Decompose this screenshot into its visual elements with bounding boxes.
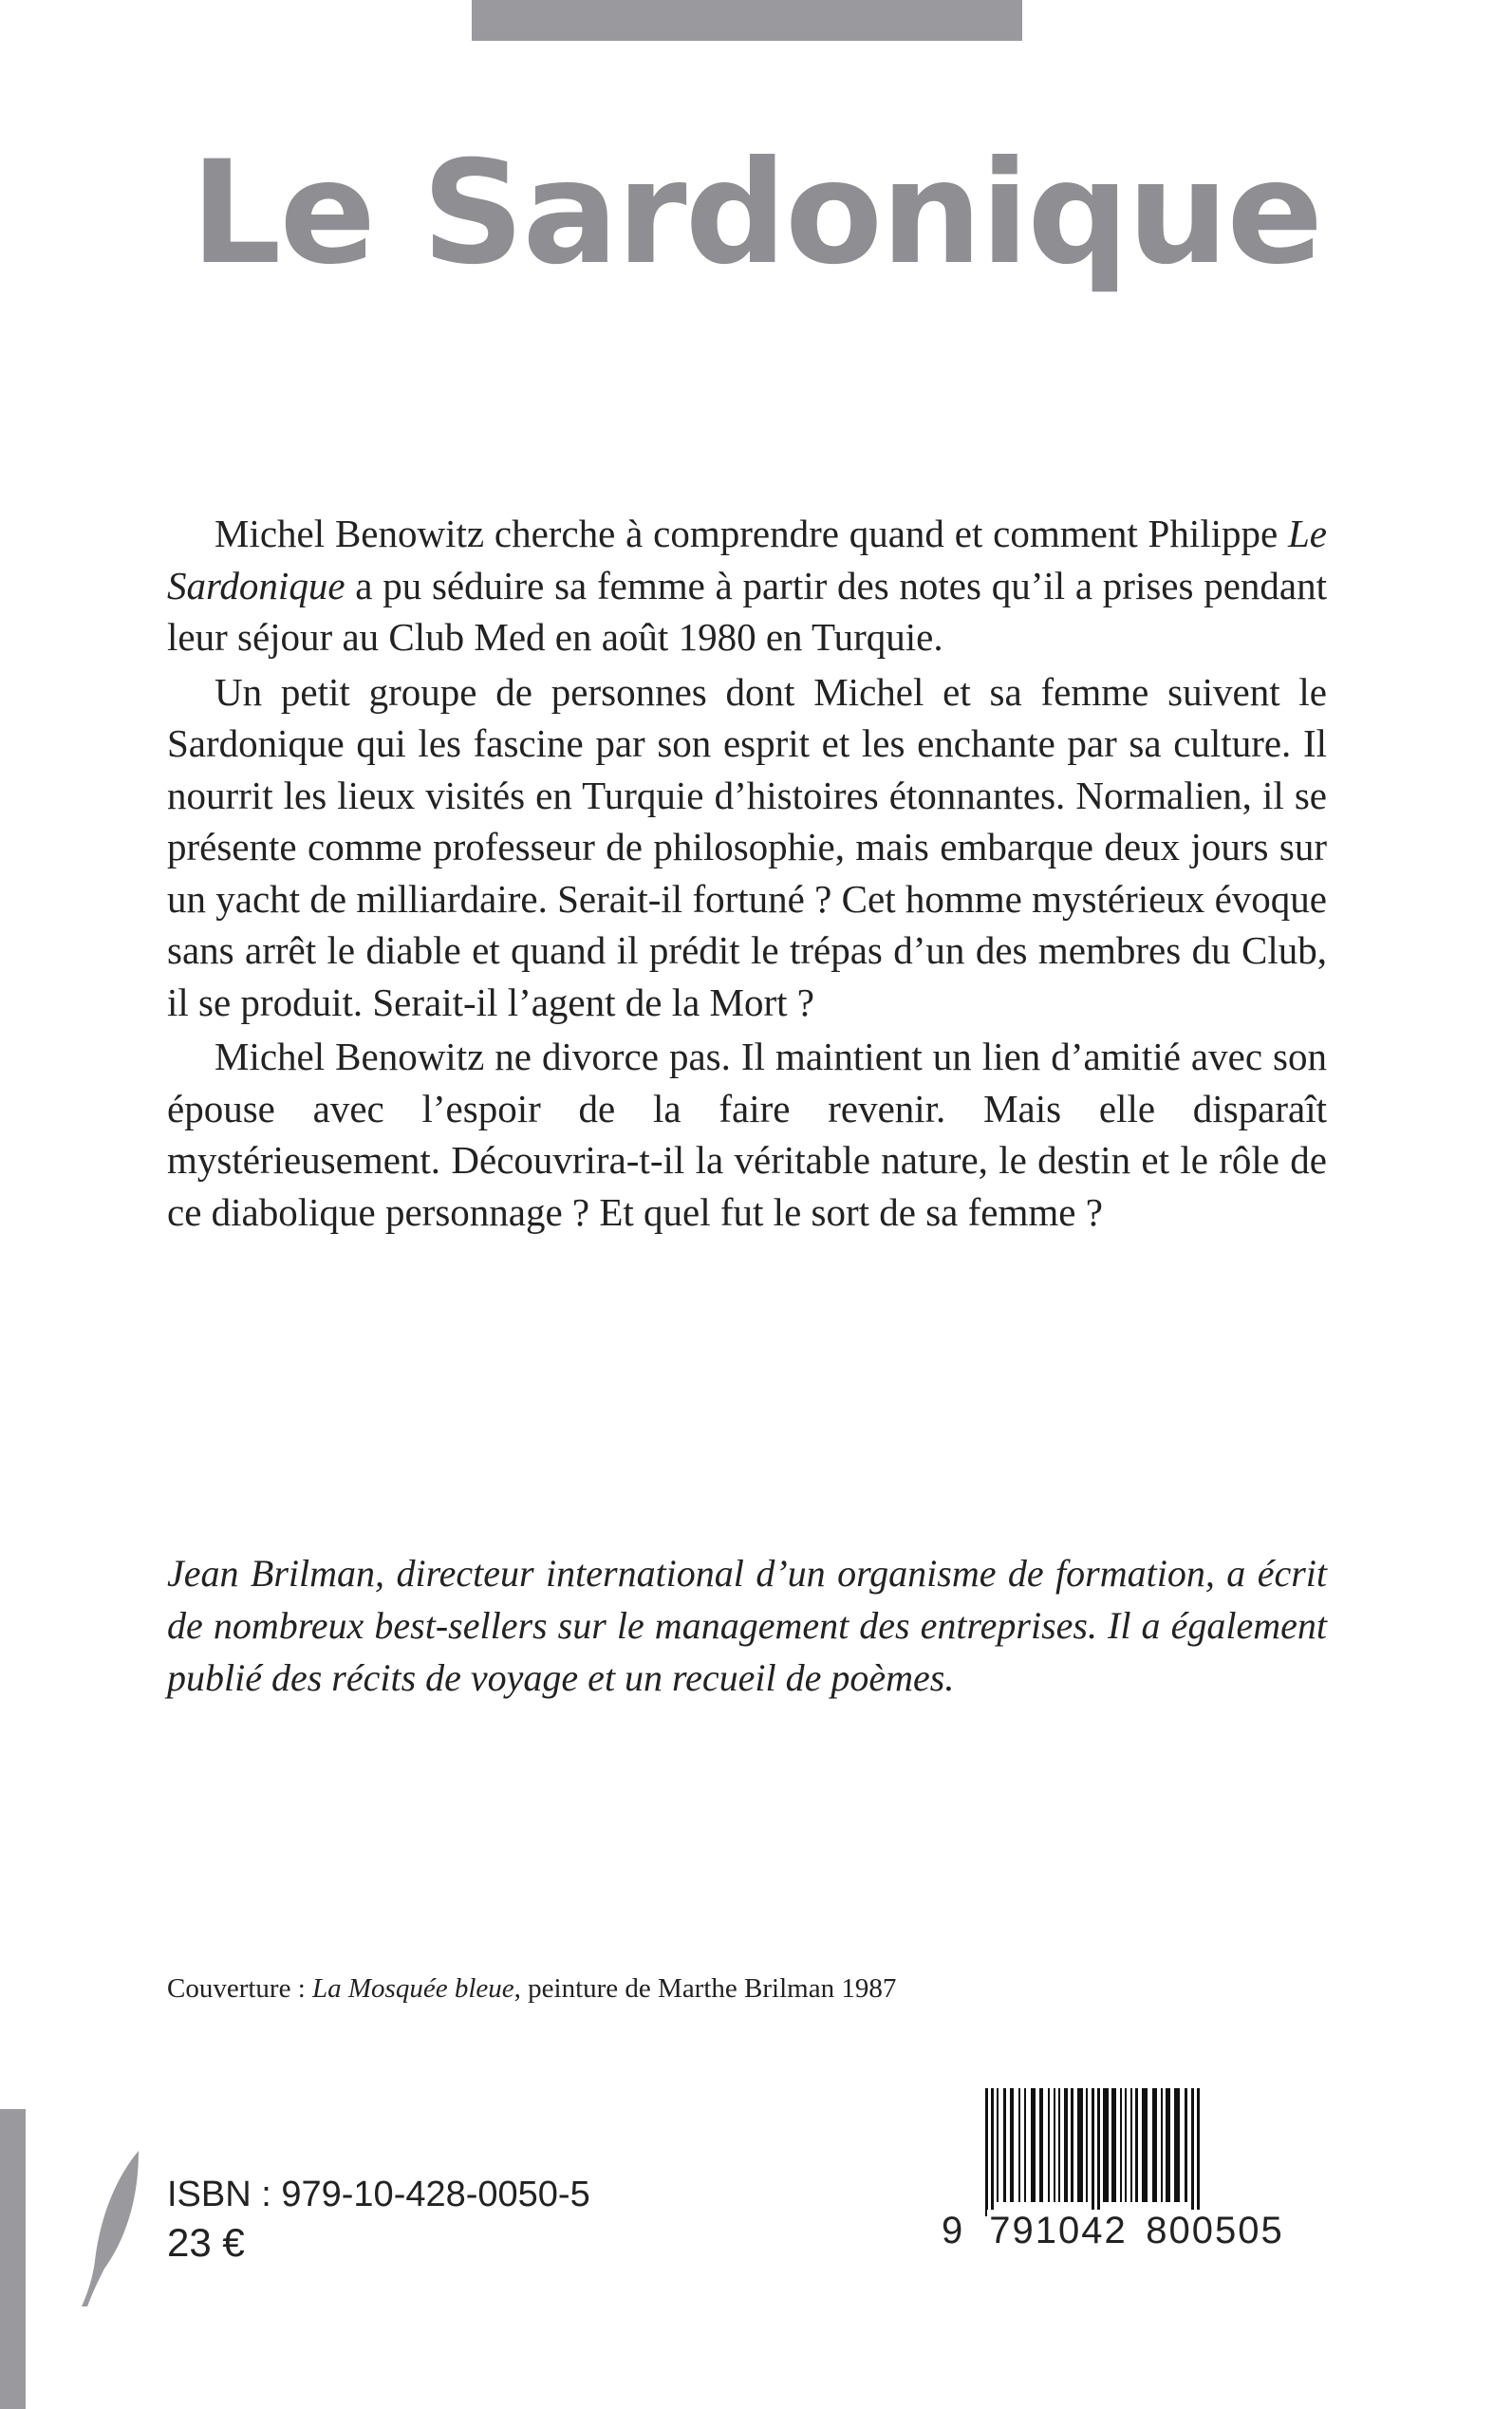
barcode-bar (1191, 2088, 1194, 2216)
top-accent-bar (472, 0, 1022, 41)
barcode-bar (1010, 2088, 1014, 2202)
barcode-bar (1174, 2088, 1180, 2202)
blurb (167, 508, 1327, 1241)
barcode-bar (1125, 2088, 1127, 2202)
barcode-bar (1161, 2088, 1163, 2202)
barcode-bar (1064, 2088, 1068, 2202)
cover-credit (167, 1970, 1211, 2008)
barcode-bar (1103, 2088, 1109, 2202)
credit-suffix: , peinture de Marthe Brilman 1987 (513, 1973, 897, 2004)
barcode-bar (1039, 2088, 1043, 2202)
barcode-left-digits: 791042 (987, 2210, 1129, 2251)
barcode-bar (1003, 2088, 1006, 2202)
barcode-bar (1077, 2088, 1083, 2202)
price: 23 € (167, 2220, 245, 2265)
author-bio: Jean Brilman, directeur international d’un organisme de formation, a écrit de nombreux best-sellers sur le management des entreprises. Il a également publié des récits de voyage et un recueil de poèmes. (167, 1552, 1327, 1699)
barcode-bar (985, 2088, 988, 2216)
barcode-bar (1054, 2088, 1055, 2202)
blurb-paragraph-1 (167, 508, 1327, 663)
blurb-p1-end: a pu séduire sa femme à partir des notes qu’il a prises pendant leur séjour au Club Med en août 1980 en Turquie. (167, 563, 1327, 659)
barcode-bar (1071, 2088, 1073, 2202)
barcode-bar (1120, 2088, 1122, 2202)
barcode-bar (1058, 2088, 1060, 2202)
book-title: Le Sardonique (190, 131, 1322, 296)
blurb-p1-start: Michel Benowitz cherche à comprendre quand et comment Philippe (215, 512, 1288, 555)
barcode-bar (1130, 2088, 1132, 2202)
barcode-bar (1097, 2088, 1100, 2216)
barcode-bar (1135, 2088, 1138, 2202)
side-accent-bar (0, 2109, 26, 2409)
blurb-paragraph-2: Un petit groupe de personnes dont Michel et sa femme suivent le Sardonique qui les fascine par son esprit et les enchante par sa culture. Il nourrit les lieux visités en Turquie d’histoires étonnantes. Normalien, il se présente comme professeur de philosophie, mais embarque deux jours sur un yacht de milliardaire. Serait-il fortuné ? Cet homme mystérieux évoque sans arrêt le diable et quand il prédit le trépas d’un des membres du Club, il se produit. Serait-il l’agent de la Mort ? (167, 669, 1327, 1024)
barcode-bar (1024, 2088, 1026, 2202)
credit-prefix: Couverture : (167, 1973, 313, 2004)
barcode (951, 2088, 1331, 2316)
blurb-p1-italic: Le Sardonique (167, 512, 1327, 607)
barcode-bar (1111, 2088, 1116, 2202)
barcode-bar (1197, 2088, 1200, 2216)
barcode-right-digits: 800505 (1139, 2210, 1291, 2251)
barcode-bar (1031, 2088, 1036, 2202)
barcode-bar (1142, 2088, 1148, 2202)
barcode-bar (997, 2088, 999, 2202)
barcode-bar (1018, 2088, 1020, 2202)
isbn: ISBN : 979-10-428-0050-5 (167, 2175, 590, 2214)
blurb-paragraph-3: Michel Benowitz ne divorce pas. Il maintient un lien d’amitié avec son épouse avec l’espoir de la faire revenir. Mais elle disparaît mystérieusement. Découvrira-t-il la véritable nature, le destin et le rôle de ce diabolique personnage ? Et quel fut le sort de sa femme ? (167, 1035, 1327, 1234)
feather-logo-icon (80, 2147, 156, 2308)
barcode-bar (1086, 2088, 1088, 2202)
barcode-bar (1152, 2088, 1157, 2202)
barcode-bar (1185, 2088, 1187, 2202)
barcode-bar (1048, 2088, 1050, 2202)
barcode-bar (1166, 2088, 1170, 2202)
barcode-first-digit: 9 (942, 2210, 963, 2251)
credit-painting-title: La Mosquée bleue (312, 1973, 514, 2004)
barcode-bar (991, 2088, 994, 2216)
barcode-bar (1092, 2088, 1094, 2216)
